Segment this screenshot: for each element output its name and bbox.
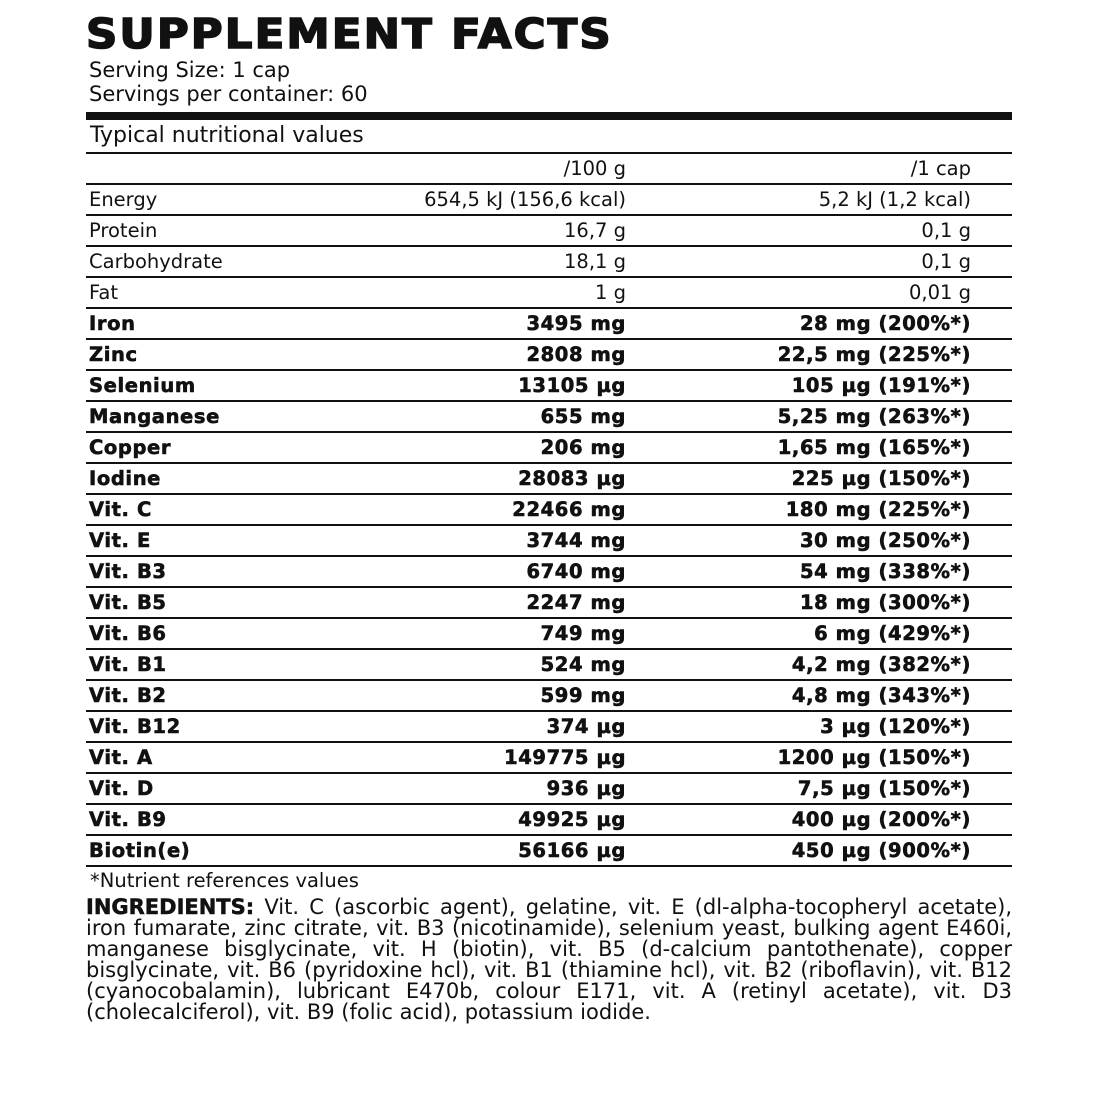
spacer-cell xyxy=(971,308,1012,339)
ingredients-label: INGREDIENTS: xyxy=(86,895,255,919)
value-per-100g: 3744 mg xyxy=(286,525,626,556)
page-title: SUPPLEMENT FACTS xyxy=(86,10,613,58)
table-row xyxy=(86,494,1012,525)
value-per-cap: 450 µg (900%*) xyxy=(791,839,971,862)
value-per-cap: 5,2 kJ (1,2 kcal) xyxy=(626,184,971,215)
table-row xyxy=(86,835,1012,865)
nutrient-name: Vit. E xyxy=(86,525,286,556)
spacer-cell xyxy=(971,246,1012,277)
value-per-100g: 3495 mg xyxy=(286,308,626,339)
value-per-cap: 1,65 mg (165%*) xyxy=(626,432,971,463)
nutrient-name: Carbohydrate xyxy=(86,246,286,277)
table-row xyxy=(86,432,1012,463)
nutrient-name: Selenium xyxy=(86,370,286,401)
thick-divider xyxy=(86,112,1012,120)
value-per-100g: 22466 mg xyxy=(286,494,626,525)
table-row xyxy=(86,525,1012,556)
table-row xyxy=(86,401,1012,432)
value-per-cap: 22,5 mg (225%*) xyxy=(626,339,971,370)
ingredients-paragraph xyxy=(86,897,1012,1023)
ingredients-text: Vit. C (ascorbic agent), gelatine, vit. E (dl-alpha-tocopheryl acetate), iron fumarate, zinc citrate, vit. B3 (nicotinamide), selenium yeast, bulking agent E460i, manganese bisglycinate, vit. H (biotin), vit. B5 (d-calcium pantothenate), copper bisglycinate, vit. B6 (pyridoxine hcl), vit. B1 (thiamine hcl), vit. B2 (riboflavin), vit. B12 (cyanocobalamin), lubricant E470b, colour E171, vit. A (retinyl acetate), vit. D3 (cholecalciferol), vit. B9 (folic acid), potassium iodide. xyxy=(86,895,1012,1024)
value-per-cap: 0,1 g xyxy=(626,215,971,246)
value-per-cap: 3 µg (120%*) xyxy=(626,711,971,742)
value-per-100g: 524 mg xyxy=(286,649,626,680)
value-per-100g: 655 mg xyxy=(286,401,626,432)
nutrient-name: Energy xyxy=(86,184,286,215)
nutrient-name: Biotin(e) xyxy=(89,839,191,862)
value-per-cap: 18 mg (300%*) xyxy=(626,587,971,618)
nutrition-table xyxy=(86,154,1012,865)
nutrient-name: Vit. B3 xyxy=(86,556,286,587)
value-per-100g: 2808 mg xyxy=(286,339,626,370)
nutrient-name: Vit. C xyxy=(86,494,286,525)
spacer-cell xyxy=(971,525,1012,556)
spacer-cell xyxy=(971,804,1012,835)
value-per-cap: 4,2 mg (382%*) xyxy=(626,649,971,680)
table-row xyxy=(86,184,1012,215)
table-row xyxy=(86,308,1012,339)
nutrient-name: Manganese xyxy=(86,401,286,432)
value-per-100g: 599 mg xyxy=(286,680,626,711)
nutrient-name: Copper xyxy=(86,432,286,463)
spacer-cell xyxy=(971,277,1012,308)
nutrient-name: Vit. B5 xyxy=(86,587,286,618)
nutrient-name: Vit. A xyxy=(86,742,286,773)
spacer-cell xyxy=(971,494,1012,525)
nutrition-table-block xyxy=(86,120,1012,867)
value-per-cap: 30 mg (250%*) xyxy=(626,525,971,556)
spacer-cell xyxy=(971,401,1012,432)
spacer-cell xyxy=(971,370,1012,401)
table-row xyxy=(86,773,1012,804)
nutrient-name: Vit. B2 xyxy=(86,680,286,711)
value-per-cap: 5,25 mg (263%*) xyxy=(626,401,971,432)
value-per-cap: 225 µg (150%*) xyxy=(626,463,971,494)
nutrient-name: Vit. B6 xyxy=(86,618,286,649)
value-per-cap: 7,5 µg (150%*) xyxy=(626,773,971,804)
table-row xyxy=(86,649,1012,680)
nutrient-name: Fat xyxy=(86,277,286,308)
table-row xyxy=(86,246,1012,277)
value-per-100g: 13105 µg xyxy=(286,370,626,401)
value-per-cap: 105 µg (191%*) xyxy=(626,370,971,401)
value-per-100g: 206 mg xyxy=(286,432,626,463)
value-per-100g: 654,5 kJ (156,6 kcal) xyxy=(286,184,626,215)
value-per-cap: 28 mg (200%*) xyxy=(626,308,971,339)
value-per-cap: 4,8 mg (343%*) xyxy=(626,680,971,711)
nutrient-name: Vit. B9 xyxy=(86,804,286,835)
value-per-100g: 749 mg xyxy=(286,618,626,649)
header-nutrient-blank xyxy=(86,154,286,184)
spacer-cell xyxy=(971,711,1012,742)
table-row xyxy=(86,215,1012,246)
spacer-cell xyxy=(971,184,1012,215)
spacer-cell xyxy=(971,618,1012,649)
value-per-100g: 18,1 g xyxy=(286,246,626,277)
table-row xyxy=(86,339,1012,370)
table-header-row xyxy=(86,154,1012,184)
value-per-100g: 374 µg xyxy=(286,711,626,742)
nutrient-name: Vit. B12 xyxy=(86,711,286,742)
spacer-cell xyxy=(971,835,1012,865)
nutrient-name: Iodine xyxy=(86,463,286,494)
value-per-cap: 0,1 g xyxy=(626,246,971,277)
value-per-cap: 0,01 g xyxy=(626,277,971,308)
spacer-cell xyxy=(971,432,1012,463)
value-per-cap: 6 mg (429%*) xyxy=(626,618,971,649)
spacer-cell xyxy=(971,215,1012,246)
table-row xyxy=(86,277,1012,308)
table-row xyxy=(86,680,1012,711)
nutrient-name: Iron xyxy=(86,308,286,339)
table-row xyxy=(86,370,1012,401)
value-per-100g: 6740 mg xyxy=(286,556,626,587)
nutrient-name: Vit. D xyxy=(86,773,286,804)
table-row xyxy=(86,804,1012,835)
spacer-cell xyxy=(971,649,1012,680)
spacer-cell xyxy=(971,680,1012,711)
table-row xyxy=(86,618,1012,649)
value-per-100g: 56166 µg xyxy=(518,839,626,862)
spacer-cell xyxy=(971,463,1012,494)
serving-size: Serving Size: 1 cap xyxy=(89,58,291,82)
value-per-cap: 400 µg (200%*) xyxy=(626,804,971,835)
value-per-100g: 936 µg xyxy=(286,773,626,804)
spacer-cell xyxy=(971,556,1012,587)
value-per-cap: 54 mg (338%*) xyxy=(626,556,971,587)
nutrient-name: Protein xyxy=(86,215,286,246)
table-row xyxy=(86,587,1012,618)
value-per-100g: 149775 µg xyxy=(286,742,626,773)
footnote: *Nutrient references values xyxy=(90,869,359,892)
servings-per-container: Servings per container: 60 xyxy=(89,82,368,106)
value-per-cap: 1200 µg (150%*) xyxy=(626,742,971,773)
table-row xyxy=(86,556,1012,587)
supplement-facts-label xyxy=(86,10,1014,1023)
value-per-100g: 49925 µg xyxy=(286,804,626,835)
table-caption: Typical nutritional values xyxy=(86,120,1012,154)
header-per-100g: /100 g xyxy=(286,154,626,184)
spacer-cell xyxy=(971,339,1012,370)
header-per-cap: /1 cap xyxy=(626,154,971,184)
value-per-cap: 180 mg (225%*) xyxy=(626,494,971,525)
spacer-cell xyxy=(971,742,1012,773)
table-row xyxy=(86,711,1012,742)
value-per-100g: 2247 mg xyxy=(286,587,626,618)
spacer-cell xyxy=(971,773,1012,804)
nutrient-name: Vit. B1 xyxy=(86,649,286,680)
spacer-cell xyxy=(971,587,1012,618)
spacer-cell xyxy=(971,154,1012,184)
table-row xyxy=(86,742,1012,773)
nutrient-name: Zinc xyxy=(86,339,286,370)
value-per-100g: 28083 µg xyxy=(286,463,626,494)
table-row xyxy=(86,463,1012,494)
value-per-100g: 1 g xyxy=(286,277,626,308)
value-per-100g: 16,7 g xyxy=(286,215,626,246)
nutrition-table-body xyxy=(86,154,1012,865)
